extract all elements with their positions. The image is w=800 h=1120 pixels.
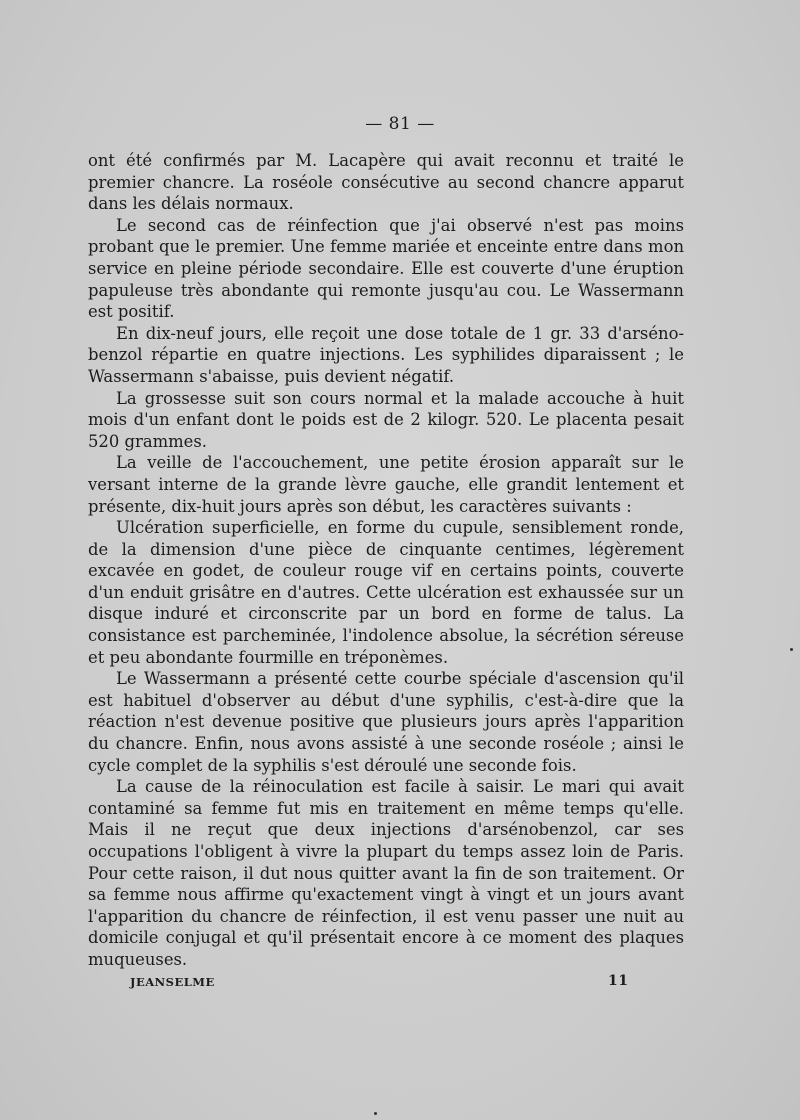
body-text <box>88 150 684 971</box>
sheet-number: 11 <box>608 973 629 989</box>
paragraph-2: Le second cas de réinfection que j'ai observé n'est pas moins probant que le premier. Une femme mariée et enceinte entre dans mon service en pleine période secondaire. Elle est couverte d'une éruption papuleuse très abondante qui remonte jusqu'au cou. Le Wassermann est positif. <box>88 215 684 322</box>
page-footer <box>0 975 800 995</box>
paragraph-6: Ulcération superficielle, en forme du cupule, sensiblement ronde, de la dimension d'une pièce de cinquante centimes, légèrement excavée en godet, de couleur rouge vif en certains points, couverte d'un enduit grisâtre en d'autres. Cette ulcération est exhaussée sur un disque induré et circonscrite par un bord en forme de talus. La consistance est parcheminée, l'indolence absolue, la sécrétion séreuse et peu abondante fourmille en tréponèmes. <box>88 518 684 667</box>
paper-speck <box>790 648 793 651</box>
paragraph-3: En dix-neuf jours, elle reçoit une dose totale de 1 gr. 33 d'arséno-benzol répartie en quatre injections. Les syphilides diparaissent ; le Wassermann s'abaisse, puis devient négatif. <box>88 323 684 386</box>
paragraph-8: La cause de la réinoculation est facile à saisir. Le mari qui avait contaminé sa femme fut mis en traitement en même temps qu'elle. Mais il ne reçut que deux injections d'arsénobenzol, car ses occupations l'obligent à vivre la plupart du temps assez loin de Paris. Pour cette raison, il dut nous quitter avant la fin de son traitement. Or sa femme nous affirme qu'exactement vingt à vingt et un jours avant l'apparition du chancre de réinfection, il est venu passer une nuit au domicile conjugal et qu'il présentait encore à ce moment des plaques muqueuses. <box>88 777 684 969</box>
paragraph-5: La veille de l'accouchement, une petite érosion apparaît sur le versant interne de la grande lèvre gauche, elle grandit lentement et présente, dix-huit jours après son début, les caractères suivants : <box>88 453 684 516</box>
paragraph-4: La grossesse suit son cours normal et la malade accouche à huit mois d'un enfant dont le poids est de 2 kilogr. 520. Le placenta pesait 520 grammes. <box>88 388 684 451</box>
paragraph-1: ont été confirmés par M. Lacapère qui avait reconnu et traité le premier chancre. La roséole consécutive au second chancre apparut dans les délais normaux. <box>88 151 684 214</box>
signature-mark: JEANSELME <box>130 975 215 989</box>
paper-speck <box>374 1112 377 1115</box>
paragraph-7: Le Wassermann a présenté cette courbe spéciale d'ascension qu'il est habituel d'observer au début d'une syphilis, c'est-à-dire que la réaction n'est devenue positive que plusieurs jours après l'apparition du chancre. Enfin, nous avons assisté à une seconde roséole ; ainsi le cycle complet de la syphilis s'est déroulé une seconde fois. <box>88 669 684 775</box>
page-number: — 81 — <box>365 114 435 134</box>
